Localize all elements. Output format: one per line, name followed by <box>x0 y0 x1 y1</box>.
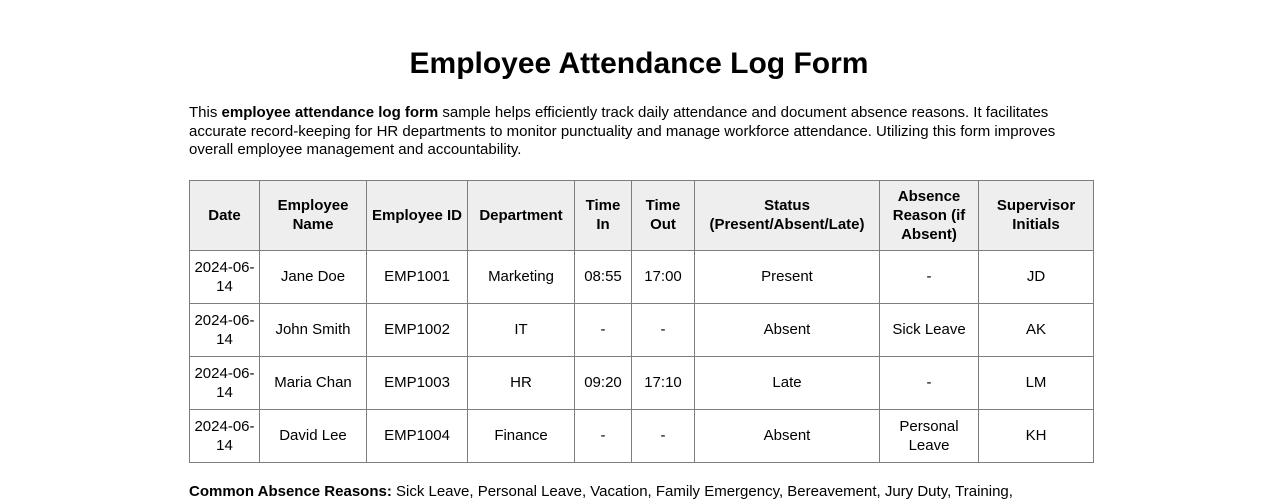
cell-status: Present <box>695 250 880 303</box>
cell-department: Marketing <box>468 250 575 303</box>
cell-date: 2024-06-14 <box>190 409 260 462</box>
cell-employee-id: EMP1003 <box>367 356 468 409</box>
cell-time-in: 08:55 <box>575 250 632 303</box>
cell-date: 2024-06-14 <box>190 356 260 409</box>
cell-supervisor-initials: KH <box>979 409 1094 462</box>
cell-status: Absent <box>695 303 880 356</box>
column-header-time-in: Time In <box>575 180 632 250</box>
column-header-time-out: Time Out <box>632 180 695 250</box>
intro-bold-text: employee attendance log form <box>221 104 439 121</box>
cell-status: Late <box>695 356 880 409</box>
header-row <box>190 180 1094 250</box>
cell-employee-id: EMP1004 <box>367 409 468 462</box>
cell-time-out: - <box>632 303 695 356</box>
cell-time-in: 09:20 <box>575 356 632 409</box>
table-row <box>190 356 1094 409</box>
cell-time-in: - <box>575 409 632 462</box>
intro-text-rest: sample helps efficiently track daily attendance and document absence reasons. It facilitates accurate record-keeping for HR departments to monitor punctuality and manage workforce attendance. Utilizing this form improves overall employee management and accountability. <box>189 104 1056 158</box>
cell-department: Finance <box>468 409 575 462</box>
cell-department: HR <box>468 356 575 409</box>
column-header-supervisor-initials: Supervisor Initials <box>979 180 1094 250</box>
cell-supervisor-initials: AK <box>979 303 1094 356</box>
common-absence-reasons-text: Sick Leave, Personal Leave, Vacation, Family Emergency, Bereavement, Jury Duty, Training, <box>391 482 1013 500</box>
table-body <box>190 250 1094 462</box>
table-row <box>190 303 1094 356</box>
cell-supervisor-initials: JD <box>979 250 1094 303</box>
cell-date: 2024-06-14 <box>190 303 260 356</box>
cell-department: IT <box>468 303 575 356</box>
column-header-date: Date <box>190 180 260 250</box>
table-row <box>190 250 1094 303</box>
table-row <box>190 409 1094 462</box>
table-header <box>190 180 1094 250</box>
cell-supervisor-initials: LM <box>979 356 1094 409</box>
column-header-employee-name: Employee Name <box>260 180 367 250</box>
common-absence-reasons <box>189 483 1089 501</box>
cell-time-out: 17:10 <box>632 356 695 409</box>
cell-employee-name: Jane Doe <box>260 250 367 303</box>
common-absence-reasons-label: Common Absence Reasons: <box>189 482 392 500</box>
column-header-status: Status (Present/Absent/Late) <box>695 180 880 250</box>
page-title: Employee Attendance Log Form <box>409 47 869 80</box>
cell-employee-name: David Lee <box>260 409 367 462</box>
cell-employee-name: John Smith <box>260 303 367 356</box>
cell-absence-reason: - <box>880 356 979 409</box>
cell-absence-reason: Sick Leave <box>880 303 979 356</box>
document-page <box>189 46 1089 501</box>
column-header-absence-reason: Absence Reason (if Absent) <box>880 180 979 250</box>
column-header-employee-id: Employee ID <box>367 180 468 250</box>
cell-time-out: - <box>632 409 695 462</box>
cell-employee-id: EMP1002 <box>367 303 468 356</box>
cell-time-in: - <box>575 303 632 356</box>
cell-status: Absent <box>695 409 880 462</box>
cell-absence-reason: Personal Leave <box>880 409 979 462</box>
intro-paragraph <box>189 104 1089 160</box>
column-header-department: Department <box>468 180 575 250</box>
cell-employee-id: EMP1001 <box>367 250 468 303</box>
cell-date: 2024-06-14 <box>190 250 260 303</box>
cell-employee-name: Maria Chan <box>260 356 367 409</box>
cell-time-out: 17:00 <box>632 250 695 303</box>
attendance-table <box>189 180 1094 463</box>
cell-absence-reason: - <box>880 250 979 303</box>
intro-text-prefix: This <box>189 104 222 121</box>
